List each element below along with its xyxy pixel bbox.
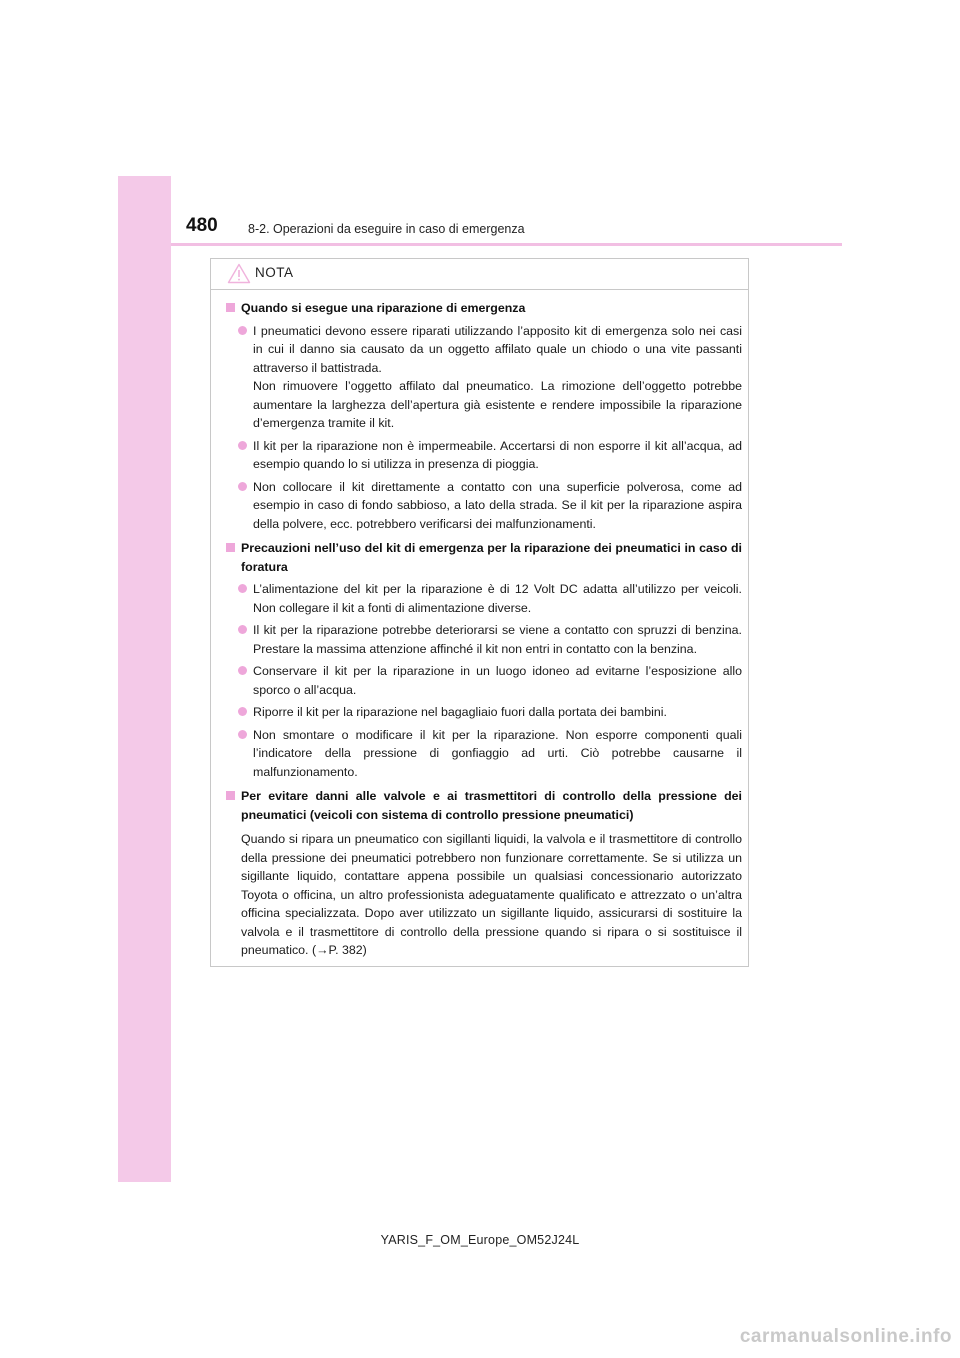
list-item: L’alimentazione del kit per la riparazione è di 12 Volt DC adatta all’utilizzo per veicoli. Non collegare il kit a fonti di alimentazione diverse. <box>223 580 742 617</box>
section-title-precautions: Precauzioni nell’uso del kit di emergenza per la riparazione dei pneumatici in caso di foratura <box>223 539 742 576</box>
round-bullet-icon <box>238 326 247 335</box>
side-color-band <box>118 176 171 1182</box>
section-paragraph: Quando si ripara un pneumatico con sigillanti liquidi, la valvola e il trasmettitore di controllo della pressione dei pneumatici potrebbero non funzionare correttamente. Se si utilizza un sigillante liquido, contattare appena possibile un qualsiasi concessionario autorizzato Toyota o officina, un altro professionista adeguatamente qualificato e attrezzato o un’altra officina specializzata. Dopo aver utilizzato un sigillante liquido, assicurarsi di sostituire la valvola e il trasmettitore di controllo della pressione quando si ripara o si sostituisce il pneumatico. (→P. 382) <box>241 832 742 957</box>
list-item: Conservare il kit per la riparazione in un luogo idoneo ad evitarne l’esposizione allo sporco o all’acqua. <box>223 662 742 699</box>
square-bullet-icon <box>226 791 235 800</box>
list-item: Il kit per la riparazione non è impermeabile. Accertarsi di non esporre il kit all’acqua, ad esempio quando lo si utilizza in presenza di pioggia. <box>223 437 742 474</box>
round-bullet-icon <box>238 730 247 739</box>
round-bullet-icon <box>238 707 247 716</box>
list-item: Non smontare o modificare il kit per la riparazione. Non esporre componenti quali l’indicatore della pressione di gonfiaggio ad urti. Ciò potrebbe causarne il malfunzionamento. <box>223 726 742 782</box>
round-bullet-icon <box>238 666 247 675</box>
round-bullet-icon <box>238 625 247 634</box>
section-title-valve-damage: Per evitare danni alle valvole e ai trasmettitori di controllo della pressione dei pneumatici (veicoli con sistema di controllo pressione pneumatici) <box>223 787 742 824</box>
note-label: NOTA <box>255 265 294 280</box>
note-header <box>211 259 748 290</box>
section-title-emergency-repair: Quando si esegue una riparazione di emergenza <box>223 299 742 318</box>
warning-triangle-icon <box>227 263 251 284</box>
list-item: Il kit per la riparazione potrebbe deteriorarsi se viene a contatto con spruzzi di benzina. Prestare la massima attenzione affinché il kit non entri in contatto con la benzina. <box>223 621 742 658</box>
header-rule <box>171 243 842 246</box>
document-code: YARIS_F_OM_Europe_OM52J24L <box>380 1233 580 1247</box>
list-item: I pneumatici devono essere riparati utilizzando l’apposito kit di emergenza solo nei casi in cui il danno sia causato da un oggetto affilato quale un chiodo o una vite passanti attraverso il battistrada. Non rimuovere l’oggetto affilato dal pneumatico. La rimozione dell’oggetto potrebbe aumentare la larghezza dell’apertura già esistente e rendere impossibile la riparazione d’emergenza tramite il kit. <box>223 322 742 433</box>
list-item: Riporre il kit per la riparazione nel bagagliaio fuori dalla portata dei bambini. <box>223 703 742 722</box>
page-number: 480 <box>186 215 218 236</box>
square-bullet-icon <box>226 303 235 312</box>
watermark: carmanualsonline.info <box>739 1326 952 1347</box>
list-item: Non collocare il kit direttamente a contatto con una superficie polverosa, come ad esempio in caso di fondo sabbioso, a lato della strada. Se il kit per la riparazione aspira della polvere, ecc. potrebbero verificarsi dei malfunzionamenti. <box>223 478 742 534</box>
section-precautions <box>223 539 742 781</box>
round-bullet-icon <box>238 441 247 450</box>
note-body <box>211 290 748 960</box>
section-title: 8-2. Operazioni da eseguire in caso di emergenza <box>248 222 525 236</box>
round-bullet-icon <box>238 584 247 593</box>
section-emergency-repair <box>223 299 742 533</box>
square-bullet-icon <box>226 543 235 552</box>
round-bullet-icon <box>238 482 247 491</box>
note-box <box>210 258 749 967</box>
section-valve-damage <box>223 787 742 960</box>
